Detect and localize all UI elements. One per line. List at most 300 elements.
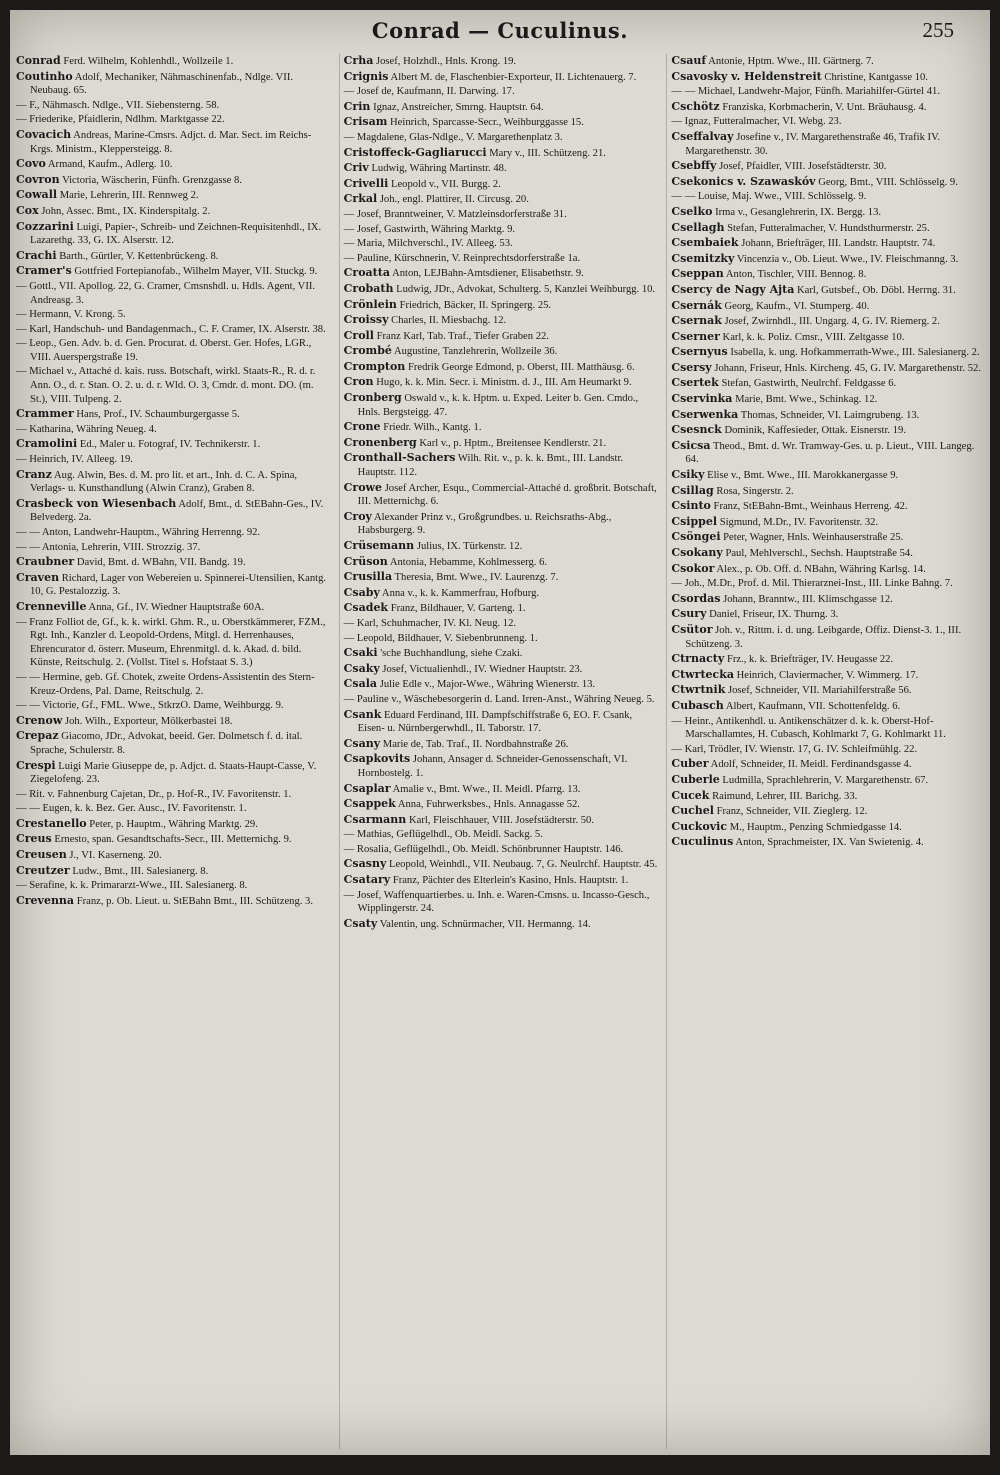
entry-surname: Crobath (343, 281, 394, 295)
directory-entry (344, 192, 659, 207)
directory-entry (16, 759, 331, 787)
entry-details: Ernesto, span. Gesandtschafts-Secr., III. Metternichg. 9. (54, 834, 292, 846)
entry-surname: Cron (343, 375, 374, 389)
entry-surname: Cranz (16, 467, 52, 481)
entry-details: Peter, Wagner, Hnls. Weinhauserstraße 25. (723, 532, 904, 544)
directory-entry (344, 54, 659, 69)
entry-details: Anna, Gf., IV. Wiedner Hauptstraße 60A. (88, 601, 265, 613)
entry-surname: Crompton (343, 359, 406, 373)
entry-details: — — Michael, Landwehr-Major, Fünfh. Mariahilfer-Gürtel 41. (671, 86, 940, 98)
entry-surname: Covacich (16, 127, 72, 141)
entry-details: Adolf, Mechaniker, Nähmaschinenfab., Ndlge. VII. Neubaug. 65. (30, 71, 294, 97)
page-title: Conrad — Cuculinus. (371, 18, 629, 43)
directory-entry (344, 131, 659, 145)
column-middle (339, 54, 659, 1449)
entry-details: — Michael v., Attaché d. kais. russ. Botschaft, wirkl. Staats-R., R. d. r. Ann. O., d. r. Stan. O. 2. u. d. r. Wld. O. 3, Cmdr. d. mont. DO. (m. St.), VIII. Tulpeng. 2. (16, 366, 316, 405)
entry-details: — Hermann, V. Krong. 5. (16, 309, 126, 321)
entry-details: David, Bmt. d. WBahn, VII. Bandg. 19. (76, 557, 246, 569)
entry-surname: Csauf (671, 54, 707, 67)
directory-entry (16, 249, 331, 264)
directory-entry (671, 130, 986, 158)
entry-surname: Csellagh (671, 220, 725, 234)
directory-entry (16, 264, 331, 279)
entry-details: — — Hermine, geb. Gf. Chotek, zweite Ordens-Assistentin des Stern-Kreuz-Ordens, Pal. Dame, Reitschulg. 2. (16, 671, 315, 697)
directory-entry (16, 113, 331, 127)
directory-entry (671, 314, 986, 329)
entry-surname: Csütor (671, 622, 713, 636)
entry-details: Josef, Zwirnhdl., III. Ungarg. 4, G. IV. Riemerg. 2. (724, 316, 940, 328)
entry-surname: Csokany (671, 546, 723, 559)
directory-entry (344, 889, 659, 916)
entry-details: — Heinrich, IV. Alleeg. 19. (16, 454, 133, 466)
directory-entry (16, 437, 331, 452)
entry-surname: Cuchel (671, 804, 714, 818)
directory-entry (671, 715, 986, 742)
directory-entry (344, 510, 659, 538)
entry-details: — — Antonia, Lehrerin, VIII. Strozzig. 37. (16, 541, 201, 553)
directory-entry (16, 453, 331, 467)
entry-surname: Creusen (16, 848, 67, 862)
entry-details: Ludwig, JDr., Advokat, Schulterg. 5, Kanzlei Weihburgg. 10. (396, 283, 656, 295)
directory-columns (16, 54, 986, 1449)
entry-details: Ludw., Bmt., III. Salesianerg. 8. (72, 865, 209, 877)
entry-details: Barth., Gürtler, V. Kettenbrückeng. 8. (59, 250, 219, 262)
entry-details: — Karl, Schuhmacher, IV. Kl. Neug. 12. (343, 617, 517, 629)
entry-details: — Magdalene, Glas-Ndlge., V. Margarethenplatz 3. (343, 131, 563, 143)
directory-entry (16, 220, 331, 248)
entry-details: Johann, Friseur, Hnls. Kircheng. 45, G. IV. Margarethenstr. 52. (714, 362, 981, 374)
entry-details: Alex., p. Ob. Off. d. NBahn, Währing Karlsg. 14. (716, 563, 926, 575)
directory-entry (671, 85, 986, 99)
directory-entry (344, 555, 659, 570)
entry-details: — Rit. v. Fahnenburg Cajetan, Dr., p. Hof-R., IV. Favoritenstr. 1. (16, 788, 292, 800)
entry-details: Josef Archer, Esqu., Commercial-Attaché d. großbrit. Botschaft, III. Metternichg. 6. (357, 482, 657, 508)
entry-details: — Pauline v., Wäschebesorgerin d. Land. Irren-Anst., Währing Neueg. 5. (343, 693, 655, 705)
entry-details: — Friederike, Pfaidlerin, Ndlhm. Marktgasse 22. (16, 114, 225, 126)
entry-details: Dominik, Kaffesieder, Ottak. Eisnerstr. 19. (724, 425, 906, 437)
directory-entry (344, 344, 659, 359)
entry-surname: Creutzer (16, 863, 70, 877)
entry-details: Isabella, k. ung. Hofkammerrath-Wwe., III. Salesianerg. 2. (730, 347, 980, 359)
entry-details: Fredrik George Edmond, p. Oberst, III. Matthäusg. 6. (407, 361, 635, 373)
directory-entry (671, 743, 986, 757)
entry-details: — Gottl., VII. Apollog. 22, G. Cramer, Cmsnshdl. u. Hdls. Agent, VII. Andreasg. 3. (16, 280, 316, 306)
entry-details: Wilh. Rit. v., p. k. k. Bmt., III. Landstr. Hauptstr. 112. (357, 453, 624, 479)
directory-entry (16, 54, 331, 69)
directory-entry (344, 586, 659, 601)
directory-entry (344, 662, 659, 677)
directory-entry (344, 873, 659, 888)
directory-entry (16, 541, 331, 555)
directory-entry (344, 146, 659, 161)
entry-details: Oswald v., k. k. Hptm. u. Exped. Leiter b. Gen. Cmdo., Hnls. Bergsteigg. 47. (357, 393, 639, 418)
directory-entry (16, 468, 331, 496)
directory-entry (671, 439, 986, 467)
entry-details: Anton, Sprachmeister, IX. Van Swietenig. 4. (735, 837, 924, 849)
entry-details: — Serafine, k. k. Primararzt-Wwe., III. Salesianerg. 8. (16, 880, 248, 892)
entry-surname: Covron (16, 172, 60, 186)
column-right (666, 54, 986, 1449)
directory-entry (344, 797, 659, 812)
entry-surname: Croy (343, 509, 372, 523)
entry-details: Vincenzia v., Ob. Lieut. Wwe., IV. Fleischmanng. 3. (736, 253, 959, 265)
entry-surname: Covo (16, 157, 46, 171)
directory-entry (16, 616, 331, 670)
directory-entry (671, 699, 986, 714)
entry-surname: Criv (343, 161, 369, 175)
entry-surname: Csesnck (671, 423, 722, 437)
entry-surname: Crasbeck von Wiesenbach (16, 496, 177, 510)
directory-entry (671, 54, 986, 69)
directory-entry (344, 161, 659, 176)
entry-details: Franz, p. Ob. Lieut. u. StEBahn Bmt., III. Schützeng. 3. (76, 895, 313, 907)
entry-surname: Cuckovic (671, 819, 728, 833)
entry-surname: Cronthall-Sachers (343, 451, 456, 465)
directory-entry (16, 571, 331, 599)
entry-surname: Csappek (343, 797, 396, 811)
directory-entry (344, 481, 659, 509)
entry-details: — Joh., M.Dr., Prof. d. Mil. Thierarznei-Inst., III. Linke Bahng. 7. (671, 578, 953, 590)
entry-details: Franz Karl, Tab. Traf., Tiefer Graben 22. (376, 330, 549, 342)
directory-entry (671, 205, 986, 220)
entry-surname: Cristoffeck-Gagliarucci (343, 145, 487, 159)
entry-details: Armand, Kaufm., Adlerg. 10. (47, 159, 173, 171)
directory-entry (16, 832, 331, 847)
entry-surname: Conrad (16, 54, 61, 67)
directory-entry (344, 329, 659, 344)
directory-entry (16, 70, 331, 98)
directory-entry (344, 282, 659, 297)
directory-entry (671, 408, 986, 423)
entry-details: Rosa, Singerstr. 2. (716, 485, 794, 497)
directory-entry (344, 360, 659, 375)
entry-details: M., Hauptm., Penzing Schmiedgasse 14. (729, 821, 902, 833)
entry-surname: Cox (16, 203, 39, 217)
directory-entry (344, 451, 659, 479)
entry-details: Mary v., III. Schützeng. 21. (489, 147, 606, 159)
entry-surname: Csaty (343, 916, 378, 930)
directory-entry (671, 515, 986, 530)
directory-entry (344, 252, 659, 266)
entry-details: Georg, Bmt., VIII. Schlösselg. 9. (818, 176, 958, 188)
directory-entry (344, 813, 659, 828)
entry-details: Julie Edle v., Major-Wwe., Währing Wienerstr. 13. (379, 679, 596, 691)
directory-entry (671, 361, 986, 376)
directory-entry (671, 484, 986, 499)
entry-surname: Coutinho (16, 69, 73, 83)
entry-details: Theod., Bmt. d. Wr. Tramway-Ges. u. p. Lieut., VIII. Langeg. 64. (685, 440, 975, 466)
entry-details: Augustine, Tanzlehrerin, Wollzeile 36. (393, 346, 558, 358)
directory-entry (671, 499, 986, 514)
entry-surname: Creus (16, 832, 52, 846)
entry-details: Georg, Kaufm., VI. Stumperg. 40. (724, 300, 870, 312)
entry-details: — Josef, Gastwirth, Währing Marktg. 9. (343, 223, 516, 235)
directory-entry (344, 917, 659, 932)
column-left (16, 54, 331, 1449)
entry-details: Charles, II. Miesbachg. 12. (391, 315, 507, 327)
directory-entry (671, 530, 986, 545)
entry-details: Marie, Lehrerin, III. Rennweg 2. (59, 190, 199, 202)
entry-details: — Ignaz, Futteralmacher, VI. Webg. 23. (671, 116, 842, 128)
directory-entry (16, 204, 331, 219)
entry-details: — Leopold, Bildhauer, V. Siebenbrunneng. 1. (343, 632, 538, 644)
entry-details: Johann, Branntw., III. Klimschgasse 12. (723, 593, 893, 605)
directory-entry (344, 115, 659, 130)
directory-entry (344, 223, 659, 237)
entry-surname: Crenow (16, 713, 63, 727)
entry-surname: Csaky (343, 661, 380, 675)
entry-surname: Cronberg (343, 391, 402, 405)
directory-entry (344, 85, 659, 99)
directory-entry (344, 617, 659, 631)
entry-surname: Csinto (671, 499, 711, 513)
entry-details: Gottfried Fortepianofab., Wilhelm Mayer, VII. Stuckg. 9. (74, 266, 318, 278)
entry-surname: Cubasch (671, 698, 724, 712)
directory-entry (344, 782, 659, 797)
directory-entry (671, 345, 986, 360)
entry-details: Raimund, Lehrer, III. Barichg. 33. (712, 790, 858, 802)
entry-surname: Crignis (343, 69, 389, 83)
entry-details: Albert, Kaufmann, VII. Schottenfeldg. 6. (725, 700, 901, 712)
directory-entry (344, 843, 659, 857)
entry-details: Stefan, Futteralmacher, V. Hundsthurmerstr. 25. (727, 222, 930, 234)
directory-entry (671, 468, 986, 483)
directory-entry (671, 392, 986, 407)
directory-entry (16, 788, 331, 802)
entry-surname: Cserner (671, 329, 720, 343)
page-number: 255 (922, 18, 954, 42)
directory-entry (16, 188, 331, 203)
entry-surname: Crowe (343, 480, 383, 494)
entry-surname: Cronenberg (343, 435, 417, 449)
entry-surname: Csemitzky (671, 251, 735, 265)
directory-page (10, 10, 990, 1455)
entry-details: Antonia, Hebamme, Kohlmesserg. 6. (389, 556, 548, 568)
directory-entry (16, 600, 331, 615)
entry-details: Christine, Kantgasse 10. (824, 71, 928, 83)
entry-details: — Josef, Waffenquartierbes. u. Inh. e. Waren-Cmsns. u. Incasso-Gesch., Wipplingerstr. 24. (343, 889, 650, 915)
entry-details: — Maria, Milchverschl., IV. Alleeg. 53. (343, 238, 513, 250)
directory-entry (671, 757, 986, 772)
entry-surname: Csasny (343, 857, 387, 871)
directory-entry (16, 323, 331, 337)
entry-details: Richard, Lager von Webereien u. Spinnerei-Utensilien, Kantg. 10, G. Pestalozzig. 3. (30, 572, 327, 598)
entry-details: Antonie, Hptm. Wwe., III. Gärtnerg. 7. (708, 56, 874, 67)
directory-entry (344, 737, 659, 752)
directory-entry (671, 820, 986, 835)
entry-details: Stefan, Gastwirth, Neulrchf. Feldgasse 6. (721, 378, 897, 390)
entry-details: Amalie v., Bmt. Wwe., II. Meidl. Pfarrg. 13. (392, 783, 581, 795)
directory-entry (16, 423, 331, 437)
directory-entry (344, 208, 659, 222)
entry-details: Franz, Schneider, VII. Zieglerg. 12. (716, 806, 868, 818)
entry-surname: Cservinka (671, 392, 733, 406)
entry-surname: Csadek (343, 601, 389, 615)
directory-entry (16, 497, 331, 525)
entry-surname: Csekonics v. Szawaskóv (671, 174, 816, 188)
entry-surname: Csertek (671, 376, 719, 390)
directory-entry (671, 159, 986, 174)
directory-entry (671, 804, 986, 819)
entry-details: Friedrich, Bäcker, II. Springerg. 25. (399, 299, 552, 311)
entry-details: — — Victorie, Gf., FML. Wwe., StkrzO. Dame, Weihburgg. 9. (16, 700, 284, 712)
directory-entry (16, 99, 331, 113)
entry-surname: Crone (343, 420, 381, 434)
entry-surname: Crivelli (343, 176, 389, 190)
entry-surname: Craven (16, 570, 60, 584)
entry-details: Irma v., Gesanglehrerin, IX. Bergg. 13. (715, 206, 882, 218)
entry-details: Franz, StEBahn-Bmt., Weinhaus Herreng. 42. (713, 501, 908, 513)
directory-entry (16, 407, 331, 422)
entry-details: 'sche Buchhandlung, siehe Czaki. (380, 648, 523, 660)
entry-details: Luigi, Papier-, Schreib- und Zeichnen-Requisitenhdl., IX. Lazarethg. 33, G. IX. Alserstr. 12. (30, 221, 322, 247)
directory-entry (16, 337, 331, 364)
entry-details: Franz, Bildhauer, V. Garteng. 1. (390, 603, 526, 615)
entry-surname: Csarmann (343, 812, 407, 826)
directory-entry (16, 848, 331, 863)
entry-surname: Cuberle (671, 772, 720, 786)
entry-details: — Katharina, Währing Neueg. 4. (16, 423, 157, 435)
entry-details: — F., Nähmasch. Ndlge., VII. Siebensterng. 58. (16, 99, 220, 111)
entry-surname: Csillag (671, 483, 714, 497)
directory-entry (671, 252, 986, 267)
directory-entry (344, 70, 659, 85)
entry-details: Josef, Pfaidler, VIII. Josefstädterstr. 30. (719, 161, 887, 173)
directory-entry (344, 177, 659, 192)
directory-entry (16, 699, 331, 713)
entry-details: Johann, Briefträger, III. Landstr. Hauptstr. 74. (741, 238, 936, 250)
entry-surname: Csernak (671, 314, 722, 328)
entry-surname: Ctwrtnik (671, 683, 726, 697)
directory-entry (671, 423, 986, 438)
entry-surname: Cuculinus (671, 835, 734, 849)
directory-entry (671, 190, 986, 204)
entry-surname: Crüsemann (343, 539, 415, 552)
directory-entry (671, 577, 986, 591)
entry-surname: Csury (671, 607, 707, 621)
directory-entry (16, 894, 331, 909)
directory-entry (344, 828, 659, 842)
entry-details: Joh., engl. Plattirer, II. Circusg. 20. (379, 194, 529, 206)
entry-details: Julius, IX. Türkenstr. 12. (416, 541, 523, 552)
directory-entry (16, 555, 331, 570)
entry-surname: Crenneville (16, 599, 87, 613)
entry-surname: Ctwrtecka (671, 667, 734, 681)
entry-surname: Crisam (343, 115, 388, 129)
directory-entry (16, 365, 331, 406)
entry-details: Marie, Bmt. Wwe., Schinkag. 12. (735, 394, 878, 406)
directory-entry (344, 420, 659, 435)
entry-surname: Cramolini (16, 437, 78, 451)
directory-entry (671, 299, 986, 314)
directory-entry (344, 539, 659, 554)
entry-surname: Csapkovits (343, 752, 411, 766)
entry-details: Heinrich, Claviermacher, V. Wimmerg. 17. (736, 669, 919, 681)
directory-entry (344, 752, 659, 780)
entry-surname: Csersy (671, 360, 712, 374)
directory-entry (16, 173, 331, 188)
entry-details: Anna v., k. k. Kammerfrau, Hofburg. (381, 587, 540, 599)
entry-surname: Cseffalvay (671, 129, 734, 143)
directory-entry (671, 835, 986, 850)
entry-details: Leopold, Weinhdl., VII. Neubaug. 7, G. Neulrchf. Hauptstr. 45. (389, 859, 658, 871)
entry-details: Joh. Wilh., Exporteur, Mölkerbastei 18. (65, 715, 233, 727)
entry-surname: Crüson (343, 554, 388, 568)
directory-entry (344, 391, 659, 419)
entry-details: Joh. v., Rittm. i. d. ung. Leibgarde, Offiz. Dienst-3. 1., III. Schützeng. 3. (685, 624, 962, 650)
entry-details: Karl, Gutsbef., Ob. Döbl. Herrng. 31. (797, 284, 956, 296)
directory-entry (671, 100, 986, 115)
entry-details: Karl, k. k. Poliz. Cmsr., VIII. Zeltgasse 10. (722, 331, 905, 343)
directory-entry (344, 693, 659, 707)
running-head (10, 18, 990, 48)
directory-entry (671, 175, 986, 190)
entry-details: Hans, Prof., IV. Schaumburgergasse 5. (76, 409, 240, 421)
entry-details: — Leop., Gen. Adv. b. d. Gen. Procurat. d. Oberst. Ger. Hofes, LGR., VIII. Auerspergstraße 19. (16, 338, 312, 363)
entry-surname: Cschötz (671, 99, 720, 113)
entry-details: Alexander Prinz v., Großgrundbes. u. Reichsraths-Abg., Habsburgerg. 9. (357, 511, 612, 537)
entry-details: Daniel, Friseur, IX. Thurng. 3. (709, 609, 839, 621)
directory-entry (344, 237, 659, 251)
directory-entry (344, 436, 659, 451)
entry-surname: Csordas (671, 591, 721, 605)
directory-entry (671, 283, 986, 298)
entry-details: Paul, Mehlverschl., Sechsh. Hauptstraße 54. (725, 548, 913, 559)
entry-details: Leopold v., VII. Burgg. 2. (390, 178, 501, 190)
entry-surname: Cowall (16, 188, 58, 202)
entry-details: Josef, Victualienhdl., IV. Wiedner Hauptstr. 23. (382, 663, 583, 675)
directory-entry (344, 375, 659, 390)
entry-surname: Csaki (343, 646, 378, 660)
entry-details: Elise v., Bmt. Wwe., III. Marokkanergasse 9. (707, 470, 899, 482)
entry-surname: Cucek (671, 788, 710, 802)
directory-entry (344, 632, 659, 646)
directory-entry (344, 266, 659, 281)
entry-surname: Csernák (671, 298, 722, 312)
directory-entry (16, 157, 331, 172)
entry-details: Ludwig, Währing Martinstr. 48. (371, 163, 507, 175)
directory-entry (671, 221, 986, 236)
entry-surname: Csany (343, 736, 381, 750)
entry-surname: Cseppan (671, 267, 724, 281)
directory-entry (671, 683, 986, 698)
entry-surname: Crevenna (16, 893, 75, 907)
entry-details: Aug. Alwin, Bes. d. M. pro lit. et art., Inh. d. C. A. Spina, Verlags- u. Kunsthandlung (Alwin Cranz), Graben 8. (30, 469, 298, 495)
directory-entry (16, 671, 331, 698)
directory-entry (16, 714, 331, 729)
entry-details: Giacomo, JDr., Advokat, beeid. Ger. Dolmetsch f. d. ital. Sprache, Schulerstr. 8. (30, 731, 303, 756)
entry-details: Ignaz, Anstreicher, Smrng. Hauptstr. 64. (373, 101, 544, 113)
entry-surname: Crusilla (343, 570, 393, 584)
entry-details: Franziska, Korbmacherin, V. Unt. Bräuhausg. 4. (722, 101, 927, 113)
directory-entry (671, 668, 986, 683)
entry-details: John, Assec. Bmt., IX. Kinderspitalg. 2. (41, 205, 211, 217)
entry-details: — Karl, Handschuh- und Bandagenmach., C. F. Cramer, IX. Alserstr. 38. (16, 323, 326, 335)
entry-surname: Csöngei (671, 530, 721, 544)
entry-details: — — Eugen, k. k. Bez. Ger. Ausc., IV. Favoritenstr. 1. (16, 803, 247, 815)
entry-details: Hugo, k. k. Min. Secr. i. Ministm. d. J., III. Am Heumarkt 9. (376, 377, 632, 389)
entry-surname: Cserwenka (671, 407, 739, 421)
entry-details: Eduard Ferdinand, III. Dampfschiffstraße 6, EO. F. Csank, Eisen- u. Nürnbergerwhdl., II. Taborstr. 17. (357, 709, 633, 735)
entry-details: Peter, p. Hauptm., Währing Marktg. 29. (89, 818, 258, 830)
entry-details: Josef, Holzhdl., Hnls. Krong. 19. (376, 56, 517, 67)
entry-details: Anna, Fuhrwerksbes., Hnls. Annagasse 52. (397, 799, 580, 811)
entry-surname: Csicsa (671, 438, 711, 452)
entry-surname: Csaplar (343, 781, 391, 795)
entry-details: — Heinr., Antikenhdl. u. Antikenschätzer d. k. k. Oberst-Hof-Marschallamtes, H. Cubasch, Kohlmarkt 7, G. Kohlmarkt 11. (671, 715, 946, 741)
directory-entry (671, 267, 986, 282)
directory-entry (344, 100, 659, 115)
